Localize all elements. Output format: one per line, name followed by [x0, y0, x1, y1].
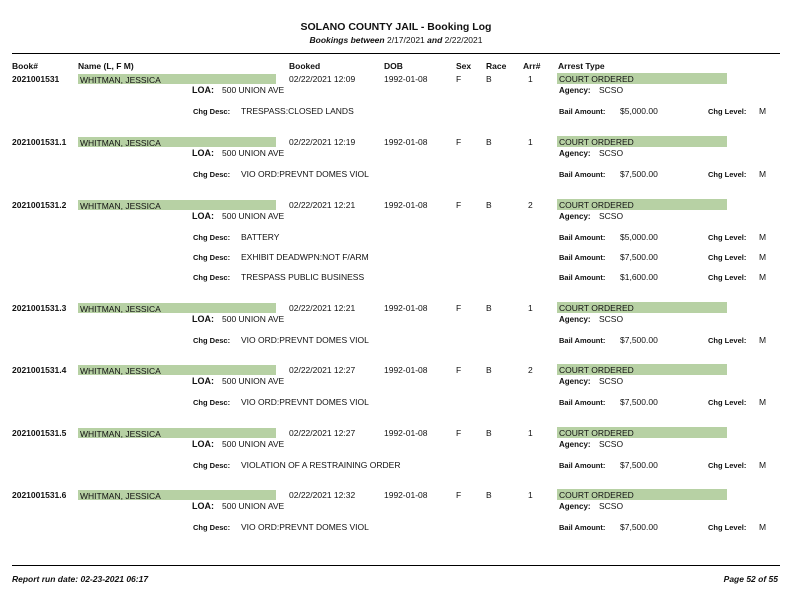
- bail-amount-label: Bail Amount:: [559, 523, 606, 532]
- charge-level: M: [759, 460, 767, 470]
- loa-value: 500 UNION AVE: [222, 376, 285, 386]
- charge-description: TRESPASS:CLOSED LANDS: [241, 106, 354, 116]
- bail-amount-label: Bail Amount:: [559, 253, 606, 262]
- booked-datetime: 02/22/2021 12:27: [289, 365, 356, 375]
- col-header-book: Book#: [12, 61, 38, 71]
- bail-amount: $1,600.00: [620, 272, 658, 282]
- date-of-birth: 1992-01-08: [384, 365, 428, 375]
- charge-description: VIOLATION OF A RESTRAINING ORDER: [241, 460, 401, 470]
- arrest-number: 1: [528, 490, 533, 500]
- loa-label: LOA:: [192, 148, 214, 158]
- charge-level: M: [759, 397, 767, 407]
- charge-level-label: Chg Level:: [708, 336, 747, 345]
- inmate-name: WHITMAN, JESSICA: [80, 201, 161, 211]
- charge-level: M: [759, 272, 767, 282]
- sex: F: [456, 200, 462, 210]
- date-of-birth: 1992-01-08: [384, 303, 428, 313]
- charge-level-label: Chg Level:: [708, 107, 747, 116]
- arrest-type: COURT ORDERED: [559, 428, 634, 438]
- agency-value: SCSO: [599, 85, 624, 95]
- bail-amount: $5,000.00: [620, 106, 658, 116]
- agency-label: Agency:: [559, 149, 591, 158]
- race: B: [486, 137, 492, 147]
- inmate-name: WHITMAN, JESSICA: [80, 304, 161, 314]
- agency-value: SCSO: [599, 211, 624, 221]
- race: B: [486, 490, 492, 500]
- agency-label: Agency:: [559, 440, 591, 449]
- inmate-name: WHITMAN, JESSICA: [80, 491, 161, 501]
- bail-amount-label: Bail Amount:: [559, 273, 606, 282]
- booking-record: [0, 303, 792, 363]
- charge-desc-label: Chg Desc:: [193, 107, 231, 116]
- sex: F: [456, 137, 462, 147]
- charge-description: VIO ORD:PREVNT DOMES VIOL: [241, 169, 369, 179]
- bail-amount: $7,500.00: [620, 169, 658, 179]
- booked-datetime: 02/22/2021 12:21: [289, 303, 356, 313]
- bail-amount: $7,500.00: [620, 460, 658, 470]
- booking-record: [0, 137, 792, 197]
- col-header-name: Name (L, F M): [78, 61, 134, 71]
- report-subtitle: [0, 35, 792, 45]
- booked-datetime: 02/22/2021 12:21: [289, 200, 356, 210]
- book-number: 2021001531.3: [12, 303, 67, 313]
- report-run-date: Report run date: 02-23-2021 06:17: [12, 574, 149, 584]
- book-number: 2021001531.4: [12, 365, 67, 375]
- charge-description: EXHIBIT DEADWPN:NOT F/ARM: [241, 252, 369, 262]
- agency-label: Agency:: [559, 377, 591, 386]
- agency-value: SCSO: [599, 439, 624, 449]
- loa-value: 500 UNION AVE: [222, 148, 285, 158]
- charge-description: VIO ORD:PREVNT DOMES VIOL: [241, 397, 369, 407]
- arrest-type: COURT ORDERED: [559, 74, 634, 84]
- col-header-arr: Arr#: [523, 61, 541, 71]
- booked-datetime: 02/22/2021 12:32: [289, 490, 356, 500]
- book-number: 2021001531: [12, 74, 60, 84]
- inmate-name: WHITMAN, JESSICA: [80, 429, 161, 439]
- charge-level: M: [759, 522, 767, 532]
- bail-amount: $7,500.00: [620, 335, 658, 345]
- bail-amount: $7,500.00: [620, 522, 658, 532]
- book-number: 2021001531.5: [12, 428, 67, 438]
- loa-value: 500 UNION AVE: [222, 501, 285, 511]
- charge-description: TRESPASS PUBLIC BUSINESS: [241, 272, 365, 282]
- date-of-birth: 1992-01-08: [384, 74, 428, 84]
- agency-value: SCSO: [599, 148, 624, 158]
- arrest-type: COURT ORDERED: [559, 137, 634, 147]
- charge-description: VIO ORD:PREVNT DOMES VIOL: [241, 335, 369, 345]
- charge-desc-label: Chg Desc:: [193, 398, 231, 407]
- sex: F: [456, 365, 462, 375]
- bail-amount-label: Bail Amount:: [559, 461, 606, 470]
- subtitle-conj: and: [427, 35, 443, 45]
- arrest-number: 1: [528, 74, 533, 84]
- race: B: [486, 200, 492, 210]
- charge-level-label: Chg Level:: [708, 523, 747, 532]
- charge-level: M: [759, 106, 767, 116]
- loa-label: LOA:: [192, 439, 214, 449]
- agency-value: SCSO: [599, 314, 624, 324]
- book-number: 2021001531.6: [12, 490, 67, 500]
- sex: F: [456, 74, 462, 84]
- charge-desc-label: Chg Desc:: [193, 461, 231, 470]
- charge-description: BATTERY: [241, 232, 280, 242]
- page-number: Page 52 of 55: [723, 574, 778, 584]
- charge-desc-label: Chg Desc:: [193, 233, 231, 242]
- booking-record: [0, 365, 792, 425]
- loa-label: LOA:: [192, 314, 214, 324]
- header-rule: [12, 53, 780, 54]
- charge-desc-label: Chg Desc:: [193, 336, 231, 345]
- arrest-number: 2: [528, 200, 533, 210]
- charge-level: M: [759, 335, 767, 345]
- start-date: 2/17/2021: [386, 35, 425, 45]
- race: B: [486, 74, 492, 84]
- loa-value: 500 UNION AVE: [222, 85, 285, 95]
- arrest-number: 1: [528, 428, 533, 438]
- charge-desc-label: Chg Desc:: [193, 523, 231, 532]
- inmate-name: WHITMAN, JESSICA: [80, 138, 161, 148]
- booking-record: [0, 428, 792, 488]
- arrest-number: 1: [528, 303, 533, 313]
- agency-label: Agency:: [559, 86, 591, 95]
- col-header-dob: DOB: [384, 61, 403, 71]
- loa-value: 500 UNION AVE: [222, 439, 285, 449]
- bail-amount-label: Bail Amount:: [559, 336, 606, 345]
- col-header-race: Race: [486, 61, 507, 71]
- charge-level-label: Chg Level:: [708, 273, 747, 282]
- date-of-birth: 1992-01-08: [384, 490, 428, 500]
- bail-amount-label: Bail Amount:: [559, 398, 606, 407]
- charge-level: M: [759, 252, 767, 262]
- charge-level-label: Chg Level:: [708, 398, 747, 407]
- loa-label: LOA:: [192, 501, 214, 511]
- report-title: SOLANO COUNTY JAIL - Booking Log: [300, 21, 492, 33]
- charge-level-label: Chg Level:: [708, 233, 747, 242]
- sex: F: [456, 428, 462, 438]
- loa-value: 500 UNION AVE: [222, 211, 285, 221]
- sex: F: [456, 490, 462, 500]
- col-header-sex: Sex: [456, 61, 472, 71]
- loa-label: LOA:: [192, 85, 214, 95]
- arrest-type: COURT ORDERED: [559, 200, 634, 210]
- bail-amount-label: Bail Amount:: [559, 107, 606, 116]
- loa-value: 500 UNION AVE: [222, 314, 285, 324]
- loa-label: LOA:: [192, 211, 214, 221]
- bail-amount-label: Bail Amount:: [559, 170, 606, 179]
- charge-level-label: Chg Level:: [708, 253, 747, 262]
- booked-datetime: 02/22/2021 12:27: [289, 428, 356, 438]
- booking-record: [0, 200, 792, 282]
- col-header-booked: Booked: [289, 61, 321, 71]
- race: B: [486, 303, 492, 313]
- arrest-number: 2: [528, 365, 533, 375]
- arrest-type: COURT ORDERED: [559, 490, 634, 500]
- loa-label: LOA:: [192, 376, 214, 386]
- booked-datetime: 02/22/2021 12:09: [289, 74, 356, 84]
- agency-value: SCSO: [599, 376, 624, 386]
- agency-label: Agency:: [559, 502, 591, 511]
- book-number: 2021001531.2: [12, 200, 67, 210]
- subtitle-prefix: Bookings between: [309, 35, 385, 45]
- bail-amount-label: Bail Amount:: [559, 233, 606, 242]
- bail-amount: $7,500.00: [620, 397, 658, 407]
- agency-label: Agency:: [559, 212, 591, 221]
- bail-amount: $7,500.00: [620, 252, 658, 262]
- race: B: [486, 365, 492, 375]
- race: B: [486, 428, 492, 438]
- charge-level-label: Chg Level:: [708, 461, 747, 470]
- charge-desc-label: Chg Desc:: [193, 273, 231, 282]
- date-of-birth: 1992-01-08: [384, 137, 428, 147]
- end-date: 2/22/2021: [444, 35, 483, 45]
- footer-rule: [12, 565, 780, 566]
- booking-record: [0, 490, 792, 550]
- charge-desc-label: Chg Desc:: [193, 253, 231, 262]
- arrest-type: COURT ORDERED: [559, 365, 634, 375]
- sex: F: [456, 303, 462, 313]
- charge-desc-label: Chg Desc:: [193, 170, 231, 179]
- inmate-name: WHITMAN, JESSICA: [80, 366, 161, 376]
- booking-record: [0, 74, 792, 134]
- charge-level-label: Chg Level:: [708, 170, 747, 179]
- arrest-number: 1: [528, 137, 533, 147]
- charge-description: VIO ORD:PREVNT DOMES VIOL: [241, 522, 369, 532]
- charge-level: M: [759, 169, 767, 179]
- date-of-birth: 1992-01-08: [384, 428, 428, 438]
- col-header-arrest-type: Arrest Type: [558, 61, 605, 71]
- agency-value: SCSO: [599, 501, 624, 511]
- book-number: 2021001531.1: [12, 137, 67, 147]
- agency-label: Agency:: [559, 315, 591, 324]
- bail-amount: $5,000.00: [620, 232, 658, 242]
- booked-datetime: 02/22/2021 12:19: [289, 137, 356, 147]
- charge-level: M: [759, 232, 767, 242]
- date-of-birth: 1992-01-08: [384, 200, 428, 210]
- arrest-type: COURT ORDERED: [559, 303, 634, 313]
- inmate-name: WHITMAN, JESSICA: [80, 75, 161, 85]
